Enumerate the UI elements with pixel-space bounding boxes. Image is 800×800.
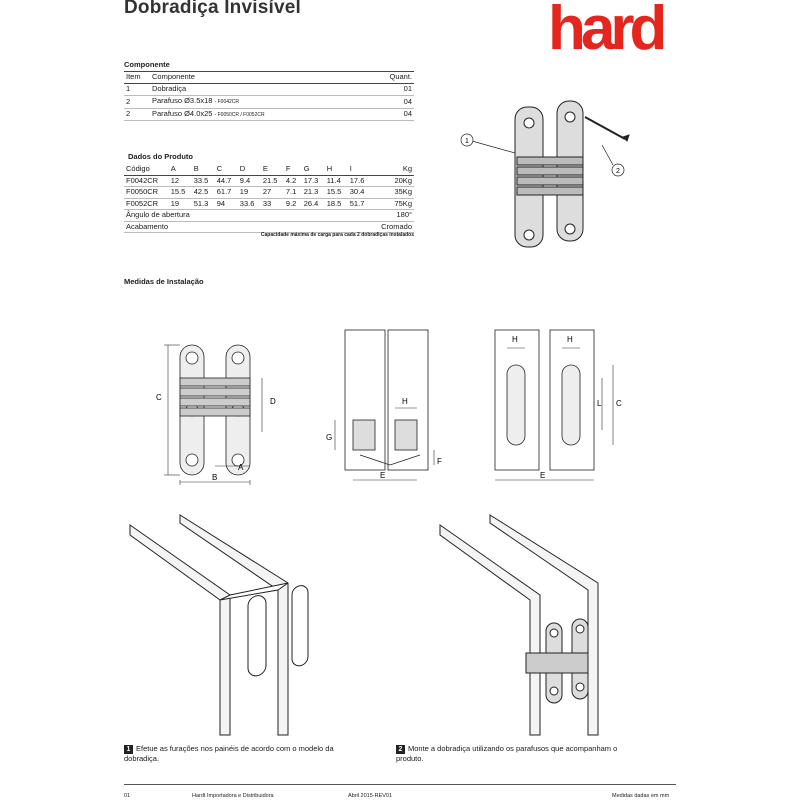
section-title-instalacao: Medidas de Instalação <box>124 277 204 286</box>
hinge-front-view <box>180 345 250 475</box>
cell: 2 <box>124 96 150 109</box>
cell: 33.5 <box>192 175 215 187</box>
col-header: A <box>169 164 192 175</box>
col-header: Componente <box>150 72 365 84</box>
cell: 17.6 <box>348 175 371 187</box>
cell: 15.5 <box>169 187 192 199</box>
col-header: B <box>192 164 215 175</box>
step-number: 2 <box>396 745 405 754</box>
cell: 51.7 <box>348 198 371 210</box>
cell: 19 <box>238 187 261 199</box>
cell: 04 <box>365 108 414 121</box>
step-text: Monte a dobradiça utilizando os parafusos que acompanham o produto. <box>396 744 618 763</box>
cell: Ângulo de abertura <box>124 210 371 222</box>
cell: 9.2 <box>284 198 302 210</box>
cell: 51.3 <box>192 198 215 210</box>
footer-rule <box>124 784 676 785</box>
cell: F0050CR <box>124 187 169 199</box>
page-title: Dobradiça Invisível <box>124 0 301 18</box>
load-note: Capacidade máxima de carga para cada 2 dobradiças instalados <box>260 232 414 238</box>
produto-table <box>124 164 414 233</box>
dim-label-g: G <box>326 433 333 442</box>
cell: 11.4 <box>325 175 348 187</box>
door-edge-view <box>495 330 594 470</box>
cell: Acabamento <box>124 221 371 233</box>
table-row <box>124 96 414 109</box>
cell: 44.7 <box>215 175 238 187</box>
col-header: Kg <box>371 164 414 175</box>
dim-label-c2: C <box>616 399 622 408</box>
section-title-componente: Componente <box>124 60 170 69</box>
cell: 9.4 <box>238 175 261 187</box>
callout-1-label: 1 <box>465 138 469 145</box>
col-header: H <box>325 164 348 175</box>
cell-suffix: - F0042CR <box>214 99 240 105</box>
cell <box>150 108 365 121</box>
cell: F0052CR <box>124 198 169 210</box>
table-row <box>124 198 414 210</box>
col-header: I <box>348 164 371 175</box>
cell: 27 <box>261 187 284 199</box>
dim-label-h2: H <box>512 335 518 344</box>
cell: 17.3 <box>302 175 325 187</box>
dim-label-h3: H <box>567 335 573 344</box>
cell: 42.5 <box>192 187 215 199</box>
cell <box>150 96 365 109</box>
cell: 94 <box>215 198 238 210</box>
table-row <box>124 175 414 187</box>
cell: 1 <box>124 83 150 96</box>
step-text: Efetue as furações nos painéis de acordo com o modelo da dobradiça. <box>124 744 334 763</box>
cell-text: Parafuso Ø3.5x18 <box>152 96 213 105</box>
col-header: G <box>302 164 325 175</box>
table-row <box>124 210 414 222</box>
dim-label-h: H <box>402 397 408 406</box>
cell: Cromado <box>371 221 414 233</box>
section-title-produto: Dados do Produto <box>128 152 193 161</box>
cell: F0042CR <box>124 175 169 187</box>
step-1 <box>124 744 364 763</box>
cell: 20Kg <box>371 175 414 187</box>
footer-revision: Abril 2015-REV01 <box>348 793 393 799</box>
dim-label-f: F <box>437 457 442 466</box>
cell: 04 <box>365 96 414 109</box>
cell: 4.2 <box>284 175 302 187</box>
col-header: Quant. <box>365 72 414 84</box>
cell: 01 <box>365 83 414 96</box>
componente-table <box>124 71 414 121</box>
cell-text: Parafuso Ø4.0x25 <box>152 108 213 118</box>
table-row <box>124 187 414 199</box>
cell: 61.7 <box>215 187 238 199</box>
col-header: Código <box>124 164 169 175</box>
installation-drawings <box>150 320 650 500</box>
hinge-exploded-illustration <box>455 95 655 255</box>
cell: 75Kg <box>371 198 414 210</box>
cell: 7.1 <box>284 187 302 199</box>
cell-text: Dobradiça <box>152 83 187 93</box>
col-header: E <box>261 164 284 175</box>
callout-2-label: 2 <box>616 168 620 175</box>
col-header: F <box>284 164 302 175</box>
col-header: Item <box>124 72 150 84</box>
screw <box>585 117 625 139</box>
step-2 <box>396 744 636 763</box>
dim-label-l: L <box>597 399 602 408</box>
col-header: C <box>215 164 238 175</box>
cell: 33.6 <box>238 198 261 210</box>
step2-illustration <box>430 505 670 740</box>
cell: 35Kg <box>371 187 414 199</box>
dim-label-d: D <box>270 397 276 406</box>
cell: 21.3 <box>302 187 325 199</box>
footer-company: Hardt Importadora e Distribuidora <box>192 793 274 799</box>
door-section-view <box>345 330 428 470</box>
cell: 180° <box>371 210 414 222</box>
cell: 2 <box>124 108 150 121</box>
dim-label-b: B <box>212 473 218 482</box>
dim-label-e: E <box>380 471 386 480</box>
cell: 33 <box>261 198 284 210</box>
cell: 30.4 <box>348 187 371 199</box>
cell <box>150 83 365 96</box>
cell: 19 <box>169 198 192 210</box>
dim-label-e2: E <box>540 471 546 480</box>
dim-label-a: A <box>238 463 244 472</box>
col-header: D <box>238 164 261 175</box>
cell-suffix: - F0050CR / F0052CR <box>214 111 265 118</box>
cell: 21.5 <box>261 175 284 187</box>
table-row <box>124 108 414 121</box>
footer-page: 01 <box>124 793 131 799</box>
table-row <box>124 83 414 96</box>
cell: 12 <box>169 175 192 187</box>
cell: 18.5 <box>325 198 348 210</box>
cell: 26.4 <box>302 198 325 210</box>
step1-illustration <box>120 505 360 740</box>
step-number: 1 <box>124 745 133 754</box>
cell: 15.5 <box>325 187 348 199</box>
footer-units: Medidas dadas em mm <box>612 793 670 799</box>
dim-label-c: C <box>156 393 162 402</box>
brand-logo: hard <box>548 0 663 63</box>
table-row <box>124 221 414 233</box>
